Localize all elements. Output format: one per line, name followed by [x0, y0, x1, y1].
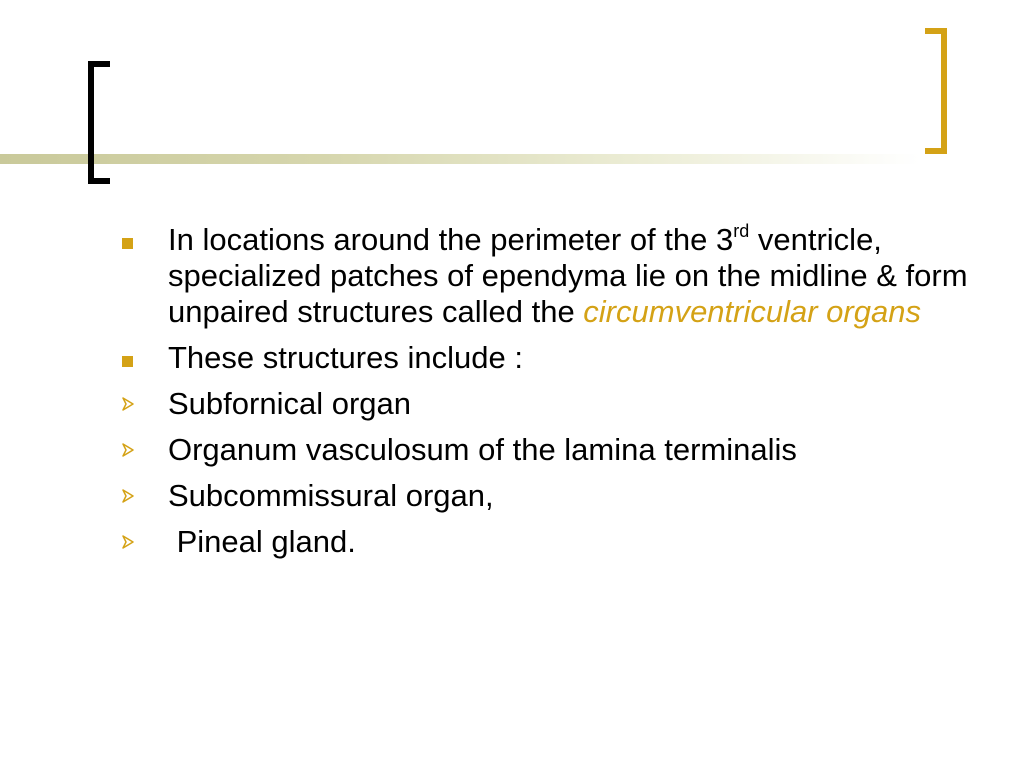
bullet-text: In locations around the perimeter of the 3 — [168, 222, 734, 257]
square-bullet-icon — [112, 222, 142, 258]
arrow-bullet-icon — [112, 432, 142, 468]
bullet-text: Subcommissural organ, — [168, 478, 494, 513]
sub-bullet-item — [112, 432, 972, 468]
bullet-text-continued: ventricle, specialized patches of ependyma lie on the midline & form unpaired structures called the — [168, 222, 968, 329]
bullet-text: Organum vasculosum of the lamina terminalis — [168, 432, 797, 467]
right-bracket-decoration — [925, 28, 947, 154]
bullet-text: These structures include : — [168, 340, 523, 375]
superscript-text: rd — [733, 220, 750, 241]
bullet-item-include — [112, 340, 972, 376]
arrow-bullet-icon — [112, 386, 142, 422]
bullet-item-perimeter — [112, 222, 972, 330]
sub-bullet-item — [112, 524, 972, 560]
bullet-text: Subfornical organ — [168, 386, 411, 421]
emphasized-term: circumventricular organs — [583, 294, 921, 329]
bullet-list — [112, 222, 972, 570]
bullet-text: Pineal gland. — [168, 524, 356, 559]
square-bullet-icon — [112, 340, 142, 376]
arrow-bullet-icon — [112, 524, 142, 560]
decorative-rule — [0, 154, 920, 164]
left-bracket-decoration — [88, 61, 110, 184]
sub-bullet-item — [112, 478, 972, 514]
arrow-bullet-icon — [112, 478, 142, 514]
sub-bullet-item — [112, 386, 972, 422]
